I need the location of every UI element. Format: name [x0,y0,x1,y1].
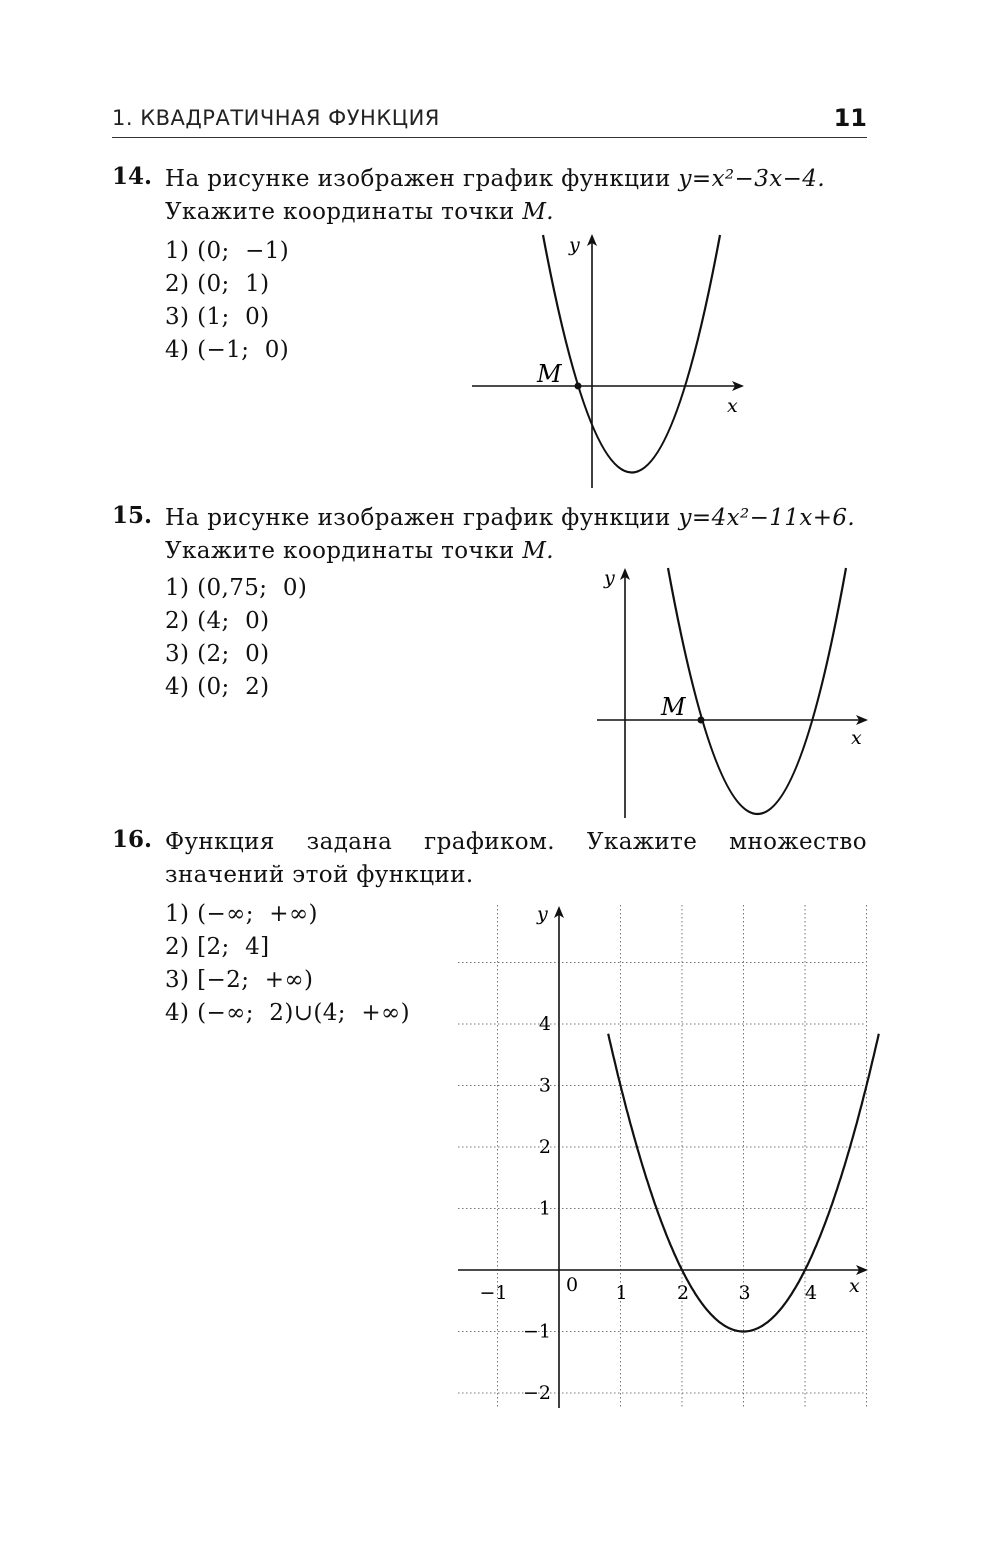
option-2: 2) (4; 0) [165,608,270,634]
option-3: 3) (2; 0) [165,641,270,667]
y-axis-label: y [604,567,615,589]
option-1: 1) (0; −1) [165,238,290,264]
x-tick-label: 1 [615,1282,628,1304]
y-tick-label: 2 [538,1136,551,1158]
problem-16-number: 16. [112,826,153,853]
option-3: 3) [−2; +∞) [165,967,314,993]
option-4: 4) (0; 2) [165,674,270,700]
section-title: 1. КВАДРАТИЧНАЯ ФУНКЦИЯ [112,106,440,130]
option-1: 1) (−∞; +∞) [165,901,318,927]
y-tick-label: 3 [538,1074,551,1097]
x-tick-label: 2 [677,1282,690,1304]
option-3: 3) (1; 0) [165,304,270,330]
point-m-label: M [661,693,686,721]
point-m-label: M [537,360,562,388]
problem-14-line1: На рисунке изображен график функции [165,166,679,192]
problem-15-number: 15. [112,502,153,529]
problem-14-formula: y=x²−3x−4. [678,166,826,192]
y-tick-label: −1 [522,1320,551,1343]
problem-15-var: M. [522,538,554,564]
problem-14-number: 14. [112,163,153,190]
option-4: 4) (−1; 0) [165,337,290,363]
x-axis-label: x [849,1275,860,1297]
problem-16-line2: значений этой функции. [165,862,474,888]
option-4: 4) (−∞; 2)∪(4; +∞) [165,1000,410,1026]
page-number: 11 [833,104,867,132]
problem-14-var: M. [522,199,554,225]
x-tick-label: 4 [805,1282,818,1304]
y-tick-label: −2 [522,1382,551,1404]
y-axis-label: y [537,903,548,925]
option-2: 2) [2; 4] [165,934,270,960]
grid [458,905,867,1408]
x-tick-label: −1 [479,1282,508,1304]
origin-label: 0 [566,1274,579,1296]
y-axis-label: y [569,234,580,256]
x-axis-label: x [851,727,862,749]
problem-15-line1: На рисунке изображен график функции [165,505,679,531]
y-tick-label: 1 [538,1197,551,1220]
option-1: 1) (0,75; 0) [165,575,308,601]
option-2: 2) (0; 1) [165,271,270,297]
problem-15-formula: y=4x²−11x+6. [678,505,856,531]
problem-14-line2: Укажите координаты точки [165,199,523,225]
x-axis-label: x [727,395,738,417]
x-tick-label: 3 [738,1282,751,1304]
problem-16-line1: Функция задана графиком. Укажите множество [165,829,867,855]
y-tick-label: 4 [538,1013,551,1035]
problem-15-line2: Укажите координаты точки [165,538,523,564]
